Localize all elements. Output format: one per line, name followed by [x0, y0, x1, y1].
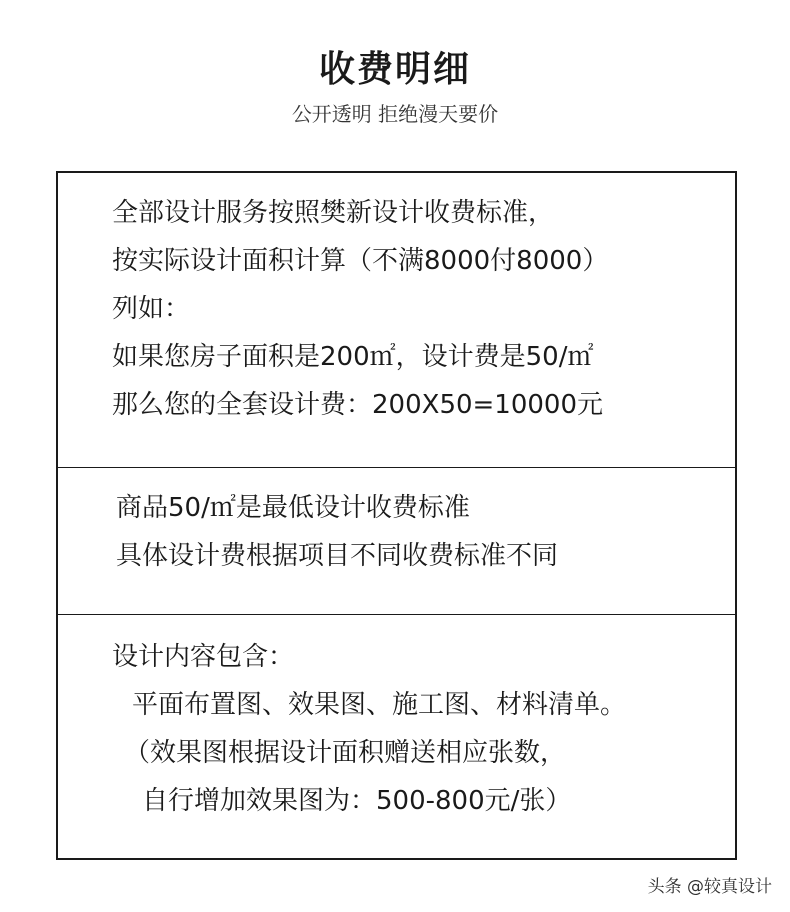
- fee-line: 自行增加效果图为：500-800元/张）: [142, 786, 572, 816]
- fee-section-minimum: [58, 468, 735, 615]
- fee-line: 那么您的全套设计费：200X50=10000元: [112, 390, 604, 420]
- fee-section-standard: [58, 173, 735, 468]
- page-title: 收费明细: [318, 49, 471, 90]
- fee-line: 具体设计费根据项目不同收费标准不同: [116, 541, 559, 571]
- fee-line: 设计内容包含：: [112, 642, 295, 672]
- fee-line: 平面布置图、效果图、施工图、材料清单。: [132, 690, 627, 720]
- fee-line: （效果图根据设计面积赠送相应张数，: [124, 738, 567, 768]
- fee-line: 如果您房子面积是200㎡，设计费是50/㎡: [112, 342, 594, 372]
- fee-line: 商品50/㎡是最低设计收费标准: [116, 493, 470, 523]
- source-watermark: 头条 @较真设计: [647, 877, 772, 897]
- fee-table: [56, 171, 737, 860]
- page-subtitle: 公开透明 拒绝漫天要价: [291, 102, 499, 126]
- fee-line: 列如：: [112, 294, 191, 324]
- fee-section-contents: [58, 615, 735, 860]
- fee-line: 按实际设计面积计算（不满8000付8000）: [112, 246, 609, 276]
- fee-line: 全部设计服务按照樊新设计收费标准，: [112, 198, 555, 228]
